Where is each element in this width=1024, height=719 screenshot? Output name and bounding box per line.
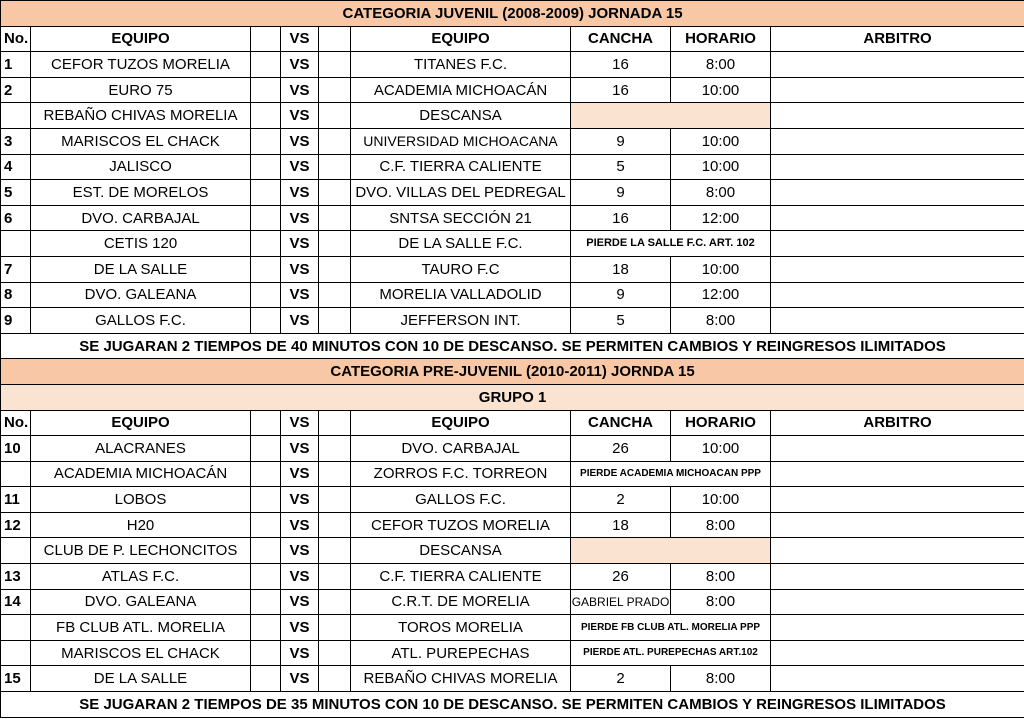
field-number: 9 — [571, 180, 671, 206]
spacer-cell — [251, 564, 281, 590]
result-note: PIERDE ATL. PUREPECHAS ART.102 — [571, 640, 771, 666]
field-number: 16 — [571, 205, 671, 231]
spacer-cell — [251, 205, 281, 231]
match-time: 12:00 — [671, 282, 771, 308]
home-team: REBAÑO CHIVAS MORELIA — [31, 103, 251, 129]
header-team2: EQUIPO — [351, 410, 571, 436]
home-team: DVO. CARBAJAL — [31, 205, 251, 231]
spacer-cell — [319, 180, 351, 206]
vs-label: VS — [281, 666, 319, 692]
spacer-cell — [319, 512, 351, 538]
header-no: No. — [1, 26, 31, 52]
header-field: CANCHA — [571, 410, 671, 436]
spacer-cell — [251, 640, 281, 666]
referee-cell — [771, 52, 1024, 78]
rest-fill — [571, 103, 771, 129]
vs-label: VS — [281, 615, 319, 641]
away-team: CEFOR TUZOS MORELIA — [351, 512, 571, 538]
header-referee: ARBITRO — [771, 410, 1024, 436]
away-team: DE LA SALLE F.C. — [351, 231, 571, 257]
vs-label: VS — [281, 231, 319, 257]
spacer-cell — [319, 564, 351, 590]
match-time: 8:00 — [671, 512, 771, 538]
field-number: 5 — [571, 308, 671, 334]
match-row — [1, 282, 1024, 308]
away-team: MORELIA VALLADOLID — [351, 282, 571, 308]
header-time: HORARIO — [671, 26, 771, 52]
home-team: GALLOS F.C. — [31, 308, 251, 334]
spacer-cell — [251, 256, 281, 282]
spacer-cell — [251, 487, 281, 513]
match-number — [1, 640, 31, 666]
match-time: 10:00 — [671, 487, 771, 513]
away-team: REBAÑO CHIVAS MORELIA — [351, 666, 571, 692]
spacer-cell — [319, 154, 351, 180]
away-team: C.F. TIERRA CALIENTE — [351, 564, 571, 590]
vs-label: VS — [281, 538, 319, 564]
home-team: EURO 75 — [31, 77, 251, 103]
referee-cell — [771, 461, 1024, 487]
spacer-cell — [251, 128, 281, 154]
match-number: 7 — [1, 256, 31, 282]
spacer-cell — [319, 256, 351, 282]
referee-cell — [771, 512, 1024, 538]
header-field: CANCHA — [571, 26, 671, 52]
referee-cell — [771, 256, 1024, 282]
vs-label: VS — [281, 512, 319, 538]
header-spacer-2 — [319, 410, 351, 436]
vs-label: VS — [281, 52, 319, 78]
referee-cell — [771, 282, 1024, 308]
spacer-cell — [319, 461, 351, 487]
vs-label: VS — [281, 128, 319, 154]
vs-label: VS — [281, 564, 319, 590]
match-number: 5 — [1, 180, 31, 206]
header-vs: VS — [281, 26, 319, 52]
vs-label: VS — [281, 154, 319, 180]
away-team: JEFFERSON INT. — [351, 308, 571, 334]
referee-cell — [771, 308, 1024, 334]
vs-label: VS — [281, 77, 319, 103]
vs-label: VS — [281, 589, 319, 615]
spacer-cell — [319, 436, 351, 462]
header-referee: ARBITRO — [771, 26, 1024, 52]
spacer-cell — [251, 77, 281, 103]
referee-cell — [771, 538, 1024, 564]
spacer-cell — [319, 589, 351, 615]
match-time: 10:00 — [671, 77, 771, 103]
result-note: PIERDE LA SALLE F.C. ART. 102 — [571, 231, 771, 257]
rules-row — [1, 692, 1024, 718]
match-row — [1, 128, 1024, 154]
match-row — [1, 512, 1024, 538]
match-row — [1, 615, 1024, 641]
spacer-cell — [251, 180, 281, 206]
match-number: 3 — [1, 128, 31, 154]
match-time: 10:00 — [671, 154, 771, 180]
home-team: LOBOS — [31, 487, 251, 513]
away-team: DESCANSA — [351, 538, 571, 564]
field-number: 5 — [571, 154, 671, 180]
spacer-cell — [251, 52, 281, 78]
match-row — [1, 640, 1024, 666]
spacer-cell — [319, 103, 351, 129]
referee-cell — [771, 666, 1024, 692]
match-row — [1, 256, 1024, 282]
referee-cell — [771, 615, 1024, 641]
match-number — [1, 461, 31, 487]
home-team: DE LA SALLE — [31, 666, 251, 692]
match-row — [1, 564, 1024, 590]
spacer-cell — [319, 52, 351, 78]
referee-cell — [771, 205, 1024, 231]
spacer-cell — [319, 282, 351, 308]
spacer-cell — [319, 487, 351, 513]
match-number: 1 — [1, 52, 31, 78]
away-team: TAURO F.C — [351, 256, 571, 282]
spacer-cell — [319, 666, 351, 692]
away-team: ATL. PUREPECHAS — [351, 640, 571, 666]
section-title-row — [1, 359, 1024, 385]
rules-note: SE JUGARAN 2 TIEMPOS DE 35 MINUTOS CON 10 DE DESCANSO. SE PERMITEN CAMBIOS Y REINGRESOS ILIMITADOS — [1, 692, 1024, 718]
away-team: UNIVERSIDAD MICHOACANA — [351, 128, 571, 154]
section-title: CATEGORIA PRE-JUVENIL (2010-2011) JORNDA 15 — [1, 359, 1024, 385]
match-time: 8:00 — [671, 666, 771, 692]
vs-label: VS — [281, 640, 319, 666]
referee-cell — [771, 128, 1024, 154]
match-time: 8:00 — [671, 564, 771, 590]
match-row — [1, 538, 1024, 564]
home-team: CETIS 120 — [31, 231, 251, 257]
match-number: 15 — [1, 666, 31, 692]
header-spacer-2 — [319, 26, 351, 52]
spacer-cell — [251, 615, 281, 641]
match-row — [1, 308, 1024, 334]
header-team1: EQUIPO — [31, 26, 251, 52]
header-row — [1, 26, 1024, 52]
away-team: ACADEMIA MICHOACÁN — [351, 77, 571, 103]
away-team: SNTSA SECCIÓN 21 — [351, 205, 571, 231]
match-time: 10:00 — [671, 128, 771, 154]
referee-cell — [771, 436, 1024, 462]
field-number: 2 — [571, 487, 671, 513]
vs-label: VS — [281, 487, 319, 513]
home-team: DE LA SALLE — [31, 256, 251, 282]
spacer-cell — [251, 103, 281, 129]
match-row — [1, 103, 1024, 129]
home-team: CLUB DE P. LECHONCITOS — [31, 538, 251, 564]
match-time: 12:00 — [671, 205, 771, 231]
header-no: No. — [1, 410, 31, 436]
field-number: 16 — [571, 77, 671, 103]
section-title: CATEGORIA JUVENIL (2008-2009) JORNADA 15 — [1, 1, 1024, 27]
spacer-cell — [319, 615, 351, 641]
vs-label: VS — [281, 282, 319, 308]
vs-label: VS — [281, 205, 319, 231]
spacer-cell — [319, 205, 351, 231]
field-number: 9 — [571, 282, 671, 308]
spacer-cell — [319, 640, 351, 666]
match-row — [1, 666, 1024, 692]
field-number: 9 — [571, 128, 671, 154]
header-vs: VS — [281, 410, 319, 436]
match-number: 4 — [1, 154, 31, 180]
home-team: DVO. GALEANA — [31, 282, 251, 308]
field-number: 26 — [571, 564, 671, 590]
header-row — [1, 410, 1024, 436]
match-number: 2 — [1, 77, 31, 103]
header-team2: EQUIPO — [351, 26, 571, 52]
match-number: 13 — [1, 564, 31, 590]
match-row — [1, 231, 1024, 257]
match-number: 12 — [1, 512, 31, 538]
spacer-cell — [251, 589, 281, 615]
home-team: DVO. GALEANA — [31, 589, 251, 615]
rules-row — [1, 333, 1024, 359]
vs-label: VS — [281, 436, 319, 462]
rest-fill — [571, 538, 771, 564]
result-note: PIERDE FB CLUB ATL. MORELIA PPP — [571, 615, 771, 641]
match-number: 10 — [1, 436, 31, 462]
home-team: MARISCOS EL CHACK — [31, 640, 251, 666]
home-team: H20 — [31, 512, 251, 538]
header-team1: EQUIPO — [31, 410, 251, 436]
field-number: 18 — [571, 256, 671, 282]
field-number: 2 — [571, 666, 671, 692]
referee-cell — [771, 589, 1024, 615]
away-team: TOROS MORELIA — [351, 615, 571, 641]
home-team: JALISCO — [31, 154, 251, 180]
spacer-cell — [251, 154, 281, 180]
spacer-cell — [251, 436, 281, 462]
match-row — [1, 589, 1024, 615]
spacer-cell — [319, 231, 351, 257]
home-team: ATLAS F.C. — [31, 564, 251, 590]
match-row — [1, 52, 1024, 78]
match-number: 8 — [1, 282, 31, 308]
group-title-row — [1, 384, 1024, 410]
home-team: CEFOR TUZOS MORELIA — [31, 52, 251, 78]
match-number: 9 — [1, 308, 31, 334]
spacer-cell — [319, 538, 351, 564]
away-team: ZORROS F.C. TORREON — [351, 461, 571, 487]
field-number: 18 — [571, 512, 671, 538]
match-number: 6 — [1, 205, 31, 231]
match-time: 8:00 — [671, 589, 771, 615]
away-team: TITANES F.C. — [351, 52, 571, 78]
spacer-cell — [251, 282, 281, 308]
match-row — [1, 77, 1024, 103]
vs-label: VS — [281, 103, 319, 129]
referee-cell — [771, 640, 1024, 666]
away-team: DVO. VILLAS DEL PEDREGAL — [351, 180, 571, 206]
spacer-cell — [251, 231, 281, 257]
home-team: MARISCOS EL CHACK — [31, 128, 251, 154]
home-team: FB CLUB ATL. MORELIA — [31, 615, 251, 641]
field-number: 26 — [571, 436, 671, 462]
match-time: 8:00 — [671, 180, 771, 206]
away-team: C.F. TIERRA CALIENTE — [351, 154, 571, 180]
home-team: EST. DE MORELOS — [31, 180, 251, 206]
spacer-cell — [251, 538, 281, 564]
match-number — [1, 231, 31, 257]
spacer-cell — [251, 666, 281, 692]
match-row — [1, 154, 1024, 180]
spacer-cell — [251, 461, 281, 487]
match-row — [1, 205, 1024, 231]
match-number — [1, 538, 31, 564]
vs-label: VS — [281, 256, 319, 282]
section-title-row — [1, 1, 1024, 27]
match-row — [1, 461, 1024, 487]
match-number — [1, 615, 31, 641]
referee-cell — [771, 103, 1024, 129]
spacer-cell — [319, 128, 351, 154]
rules-note: SE JUGARAN 2 TIEMPOS DE 40 MINUTOS CON 10 DE DESCANSO. SE PERMITEN CAMBIOS Y REINGRESOS ILIMITADOS — [1, 333, 1024, 359]
referee-cell — [771, 180, 1024, 206]
spacer-cell — [319, 77, 351, 103]
referee-cell — [771, 154, 1024, 180]
spacer-cell — [251, 512, 281, 538]
match-row — [1, 436, 1024, 462]
home-team: ALACRANES — [31, 436, 251, 462]
referee-cell — [771, 77, 1024, 103]
referee-cell — [771, 231, 1024, 257]
field-number: GABRIEL PRADO — [571, 589, 671, 615]
match-time: 8:00 — [671, 52, 771, 78]
match-time: 8:00 — [671, 308, 771, 334]
match-time: 10:00 — [671, 436, 771, 462]
match-number: 14 — [1, 589, 31, 615]
field-number: 16 — [571, 52, 671, 78]
vs-label: VS — [281, 180, 319, 206]
match-time: 10:00 — [671, 256, 771, 282]
away-team: C.R.T. DE MORELIA — [351, 589, 571, 615]
referee-cell — [771, 564, 1024, 590]
header-spacer-1 — [251, 410, 281, 436]
away-team: DVO. CARBAJAL — [351, 436, 571, 462]
spacer-cell — [251, 308, 281, 334]
header-time: HORARIO — [671, 410, 771, 436]
away-team: DESCANSA — [351, 103, 571, 129]
result-note: PIERDE ACADEMIA MICHOACAN PPP — [571, 461, 771, 487]
header-spacer-1 — [251, 26, 281, 52]
match-row — [1, 180, 1024, 206]
match-row — [1, 487, 1024, 513]
match-number: 11 — [1, 487, 31, 513]
vs-label: VS — [281, 308, 319, 334]
match-number — [1, 103, 31, 129]
group-title: GRUPO 1 — [1, 384, 1024, 410]
referee-cell — [771, 487, 1024, 513]
away-team: GALLOS F.C. — [351, 487, 571, 513]
home-team: ACADEMIA MICHOACÁN — [31, 461, 251, 487]
vs-label: VS — [281, 461, 319, 487]
spacer-cell — [319, 308, 351, 334]
